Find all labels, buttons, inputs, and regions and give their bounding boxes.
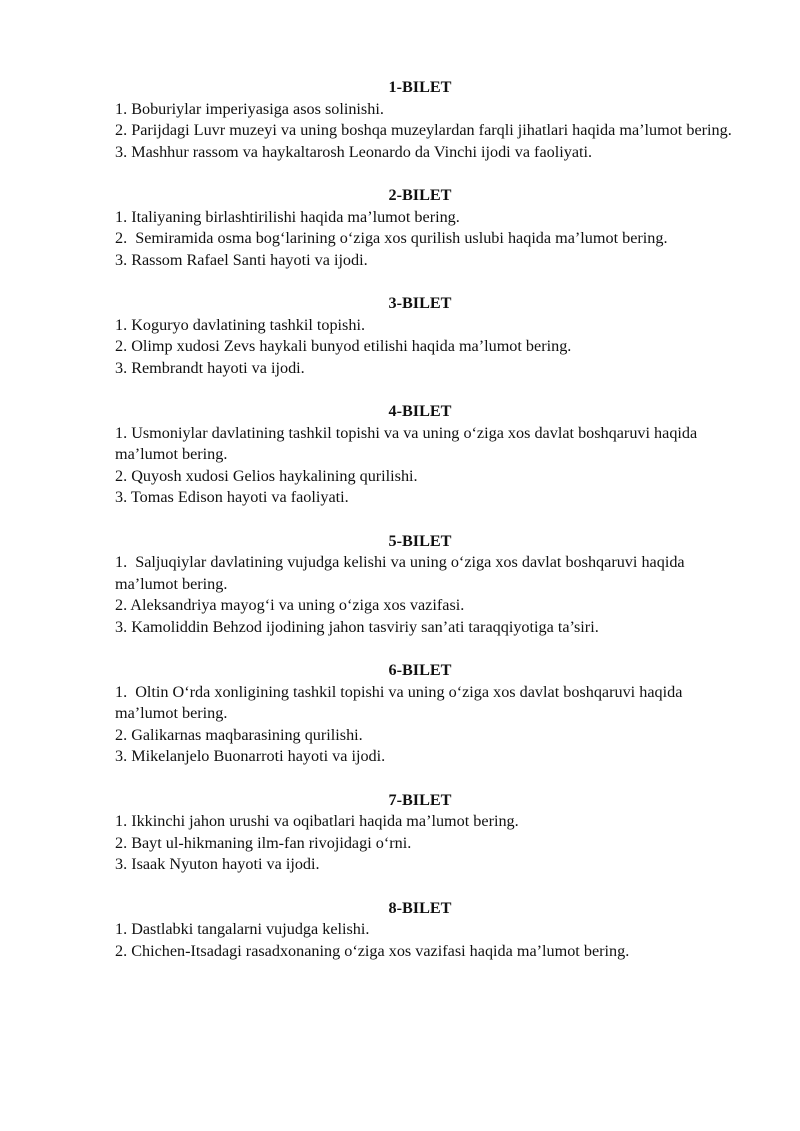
ticket-2	[115, 185, 745, 271]
ticket-8	[115, 898, 745, 963]
ticket-title: 1-BILET	[388, 78, 452, 96]
ticket-7	[115, 790, 745, 876]
ticket-question: 1. Boburiylar imperiyasiga asos solinishi.	[115, 99, 384, 118]
ticket-5	[115, 531, 745, 639]
ticket-question: 3. Tomas Edison hayoti va faoliyati.	[115, 488, 349, 506]
ticket-question: 2. Galikarnas maqbarasining qurilishi.	[115, 725, 363, 744]
ticket-3	[115, 293, 745, 379]
ticket-title: 5-BILET	[388, 531, 452, 550]
ticket-title: 2-BILET	[388, 186, 452, 204]
ticket-question: 2. Quyosh xudosi Gelios haykalining qurilishi.	[115, 466, 418, 485]
ticket-title: 3-BILET	[388, 294, 452, 312]
ticket-title: 7-BILET	[388, 790, 452, 809]
ticket-question: 2. Aleksandriya mayog‘i va uning o‘ziga xos vazifasi.	[115, 596, 465, 614]
ticket-question: 2. Bayt ul-hikmaning ilm-fan rivojidagi o‘rni.	[115, 833, 412, 852]
ticket-question: 1. Dastlabki tangalarni vujudga kelishi.	[115, 920, 370, 938]
ticket-title: 8-BILET	[388, 898, 452, 917]
ticket-question: 1. Oltin O‘rda xonligining tashkil topishi va uning o‘ziga xos davlat boshqaruvi haqida ma’lumot bering.	[115, 682, 687, 722]
ticket-4	[115, 401, 745, 509]
ticket-question: 3. Mashhur rassom va haykaltarosh Leonardo da Vinchi ijodi va faoliyati.	[115, 142, 593, 161]
ticket-question: 2. Chichen-Itsadagi rasadxonaning o‘ziga xos vazifasi haqida ma’lumot bering.	[115, 941, 630, 960]
ticket-question: 1. Saljuqiylar davlatining vujudga kelishi va uning o‘ziga xos davlat boshqaruvi haqida ma’lumot bering.	[115, 553, 689, 593]
ticket-question: 3. Mikelanjelo Buonarroti hayoti va ijodi.	[115, 747, 386, 765]
ticket-6	[115, 660, 745, 768]
ticket-title: 4-BILET	[388, 402, 452, 420]
ticket-question: 3. Rembrandt hayoti va ijodi.	[115, 358, 305, 377]
ticket-question: 1. Ikkinchi jahon urushi va oqibatlari haqida ma’lumot bering.	[115, 812, 519, 830]
document-page	[115, 77, 745, 984]
ticket-1	[115, 77, 745, 163]
ticket-question: 1. Italiyaning birlashtirilishi haqida ma’lumot bering.	[115, 207, 460, 226]
ticket-question: 3. Isaak Nyuton hayoti va ijodi.	[115, 855, 320, 873]
ticket-question: 2. Parijdagi Luvr muzeyi va uning boshqa muzeylardan farqli jihatlari haqida ma’lumot bering.	[115, 121, 732, 139]
ticket-question: 2. Semiramida osma bog‘larining o‘ziga xos qurilish uslubi haqida ma’lumot bering.	[115, 229, 668, 247]
ticket-question: 3. Kamoliddin Behzod ijodining jahon tasviriy san’ati taraqqiyotiga ta’siri.	[115, 617, 599, 636]
ticket-question: 2. Olimp xudosi Zevs haykali bunyod etilishi haqida ma’lumot bering.	[115, 337, 572, 355]
ticket-question: 3. Rassom Rafael Santi hayoti va ijodi.	[115, 250, 368, 269]
ticket-question: 1. Usmoniylar davlatining tashkil topishi va va uning o‘ziga xos davlat boshqaruvi haqida ma’lumot bering.	[115, 423, 702, 463]
ticket-question: 1. Koguryo davlatining tashkil topishi.	[115, 315, 365, 334]
ticket-title: 6-BILET	[388, 661, 452, 679]
